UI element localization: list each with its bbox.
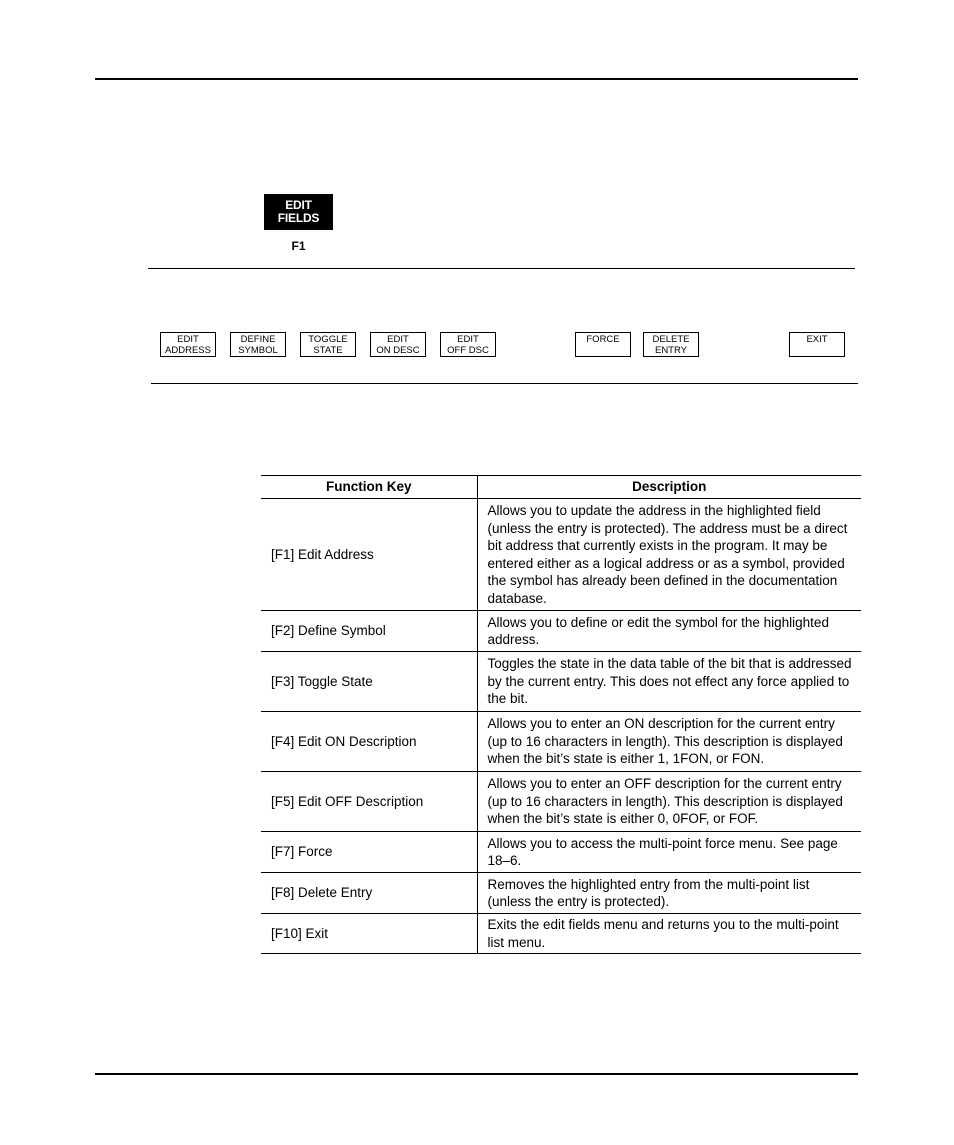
row-description: Allows you to enter an OFF description for the current entry (up to 16 characters in length). This description is displayed when the bit’s state is either 0, 0FOF, or FOF. [477,772,861,832]
table-header-row [261,476,861,499]
section-rule-upper [148,268,855,269]
row-description: Removes the highlighted entry from the multi-point list (unless the entry is protected). [477,873,861,914]
function-key-table [261,475,861,954]
fkey-line1: TOGGLE [308,334,348,345]
fkey-line1: EDIT [177,334,199,345]
top-rule [95,78,858,80]
row-description: Allows you to enter an ON description for the current entry (up to 16 characters in length). This description is displayed when the bit’s state is either 1, 1FON, or FON. [477,712,861,772]
row-key: [F5] Edit OFF Description [261,772,477,832]
row-description: Exits the edit fields menu and returns you to the multi-point list menu. [477,914,861,954]
row-description: Allows you to access the multi-point force menu. See page 18–6. [477,832,861,873]
table-row [261,832,861,873]
table-row [261,772,861,832]
fkey-line1: DELETE [652,334,690,345]
fkey-edit-on-desc[interactable] [370,332,426,357]
row-key: [F7] Force [261,832,477,873]
table-row [261,652,861,712]
edit-fields-key-line1: EDIT [285,198,312,212]
fkey-define-symbol[interactable] [230,332,286,357]
edit-fields-key[interactable] [264,194,333,230]
bottom-rule [95,1073,858,1075]
row-key: [F3] Toggle State [261,652,477,712]
fkey-line1: EDIT [387,334,409,345]
fkey-line2: ENTRY [654,345,688,356]
fkey-force[interactable] [575,332,631,357]
fkey-exit[interactable] [789,332,845,357]
fkey-line1: DEFINE [240,334,276,345]
row-description: Allows you to update the address in the highlighted field (unless the entry is protected). The address must be a direct bit address that currently exists in the program. It may be entered either as a logical address or as a symbol, provided the symbol has already been defined in the documentation database. [477,499,861,611]
fkey-line2: STATE [313,345,343,356]
row-key: [F8] Delete Entry [261,873,477,914]
fkey-delete-entry[interactable] [643,332,699,357]
fkey-edit-off-desc[interactable] [440,332,496,357]
fkey-toggle-state[interactable] [300,332,356,357]
fkey-edit-address[interactable] [160,332,216,357]
fkey-line2: OFF DSC [447,345,489,356]
row-key: [F1] Edit Address [261,499,477,611]
row-description: Allows you to define or edit the symbol for the highlighted address. [477,611,861,652]
fkey-line2: ADDRESS [165,345,211,356]
fkey-line1: FORCE [586,334,620,345]
table-row [261,914,861,954]
edit-fields-key-line2: FIELDS [277,211,320,225]
table-row [261,611,861,652]
row-key: [F4] Edit ON Description [261,712,477,772]
table-row [261,499,861,611]
section-rule-lower [151,383,858,384]
table-row [261,712,861,772]
row-key: [F2] Define Symbol [261,611,477,652]
fkey-line2: SYMBOL [238,345,278,356]
fkey-line1: EXIT [806,334,828,345]
row-key: [F10] Exit [261,914,477,954]
table-row [261,873,861,914]
fkey-line2: ON DESC [376,345,420,356]
fkey-line1: EDIT [457,334,479,345]
edit-fields-key-number: F1 [291,239,306,253]
header-function-key: Function Key [261,476,477,499]
row-description: Toggles the state in the data table of the bit that is addressed by the current entry. This does not effect any force applied to the bit. [477,652,861,712]
header-description: Description [477,476,861,499]
